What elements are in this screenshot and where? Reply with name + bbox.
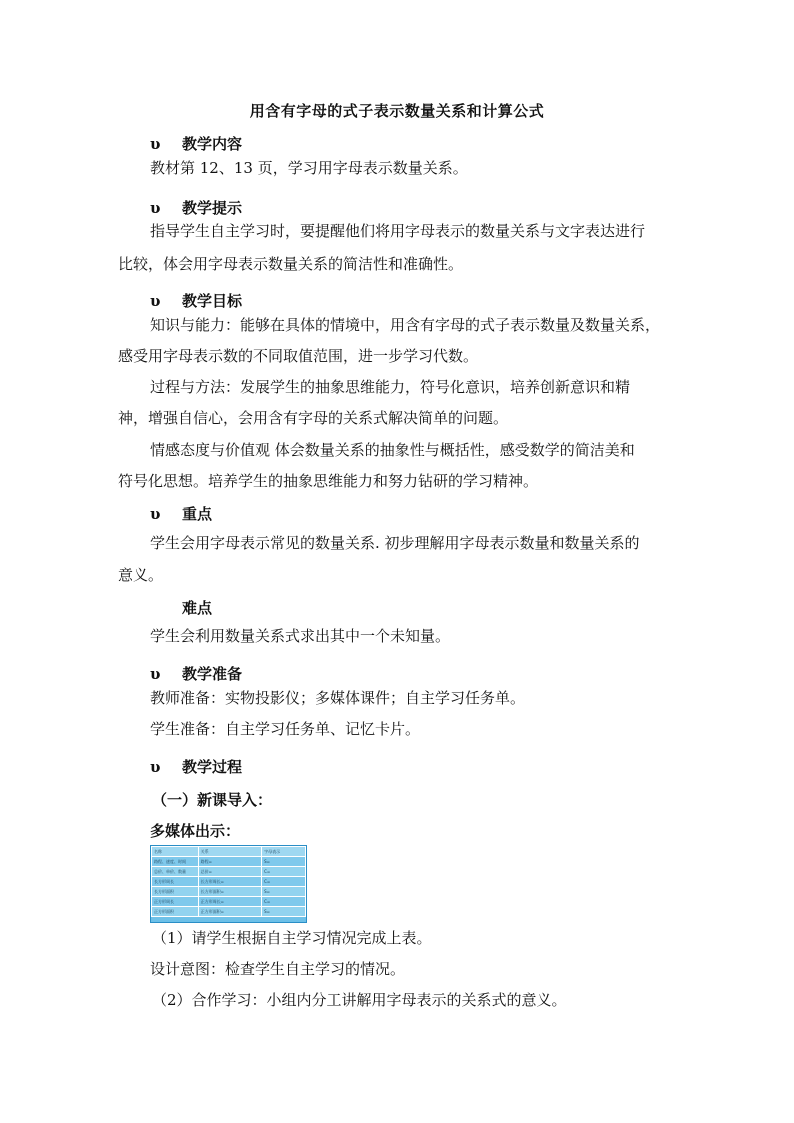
table-row — [152, 857, 306, 867]
goals-line-5: 情感态度与价值观 体会数量关系的抽象性与概括性，感受数学的简洁美和 — [150, 441, 635, 459]
bullet-glyph: υ — [150, 199, 161, 217]
bullet-glyph: υ — [150, 135, 161, 153]
table-header-cell: 名称 — [152, 847, 199, 857]
process-subheading-intro: （一）新课导入： — [152, 791, 273, 809]
goals-line-4: 神，增强自信心，会用含有字母的关系式解决简单的问题。 — [118, 409, 509, 427]
table-cell: S= — [262, 887, 306, 897]
bullet-glyph: υ — [150, 758, 161, 776]
table-cell: 正方形周长 — [152, 897, 199, 907]
table-header-row — [152, 847, 306, 857]
table-cell: C= — [262, 867, 306, 877]
prep-line-2: 学生准备：自主学习任务单、记忆卡片。 — [150, 720, 421, 738]
table-cell: 长方形面积 — [152, 887, 199, 897]
table-row — [152, 877, 306, 887]
heading-key: υ 重点 — [150, 505, 213, 523]
heading-prep: υ 教学准备 — [150, 665, 243, 683]
hint-line-2: 比较，体会用字母表示数量关系的简洁性和准确性。 — [118, 255, 464, 273]
media-table — [151, 846, 306, 917]
bullet-glyph: υ — [150, 292, 161, 310]
table-cell: 路程= — [198, 857, 261, 867]
table-cell: 正方形周长= — [198, 897, 261, 907]
process-line-3: （2）合作学习：小组内分工讲解用字母表示的关系式的意义。 — [152, 991, 567, 1009]
hint-line-1: 指导学生自主学习时，要提醒他们将用字母表示的数量关系与文字表达进行 — [150, 222, 646, 240]
process-line-1: （1）请学生根据自主学习情况完成上表。 — [152, 929, 432, 947]
heading-goals: υ 教学目标 — [150, 292, 243, 310]
goals-line-3: 过程与方法：发展学生的抽象思维能力，符号化意识，培养创新意识和精 — [150, 378, 631, 396]
difficulty-line-1: 学生会利用数量关系式求出其中一个未知量。 — [150, 627, 451, 645]
prep-line-1: 教师准备：实物投影仪；多媒体课件；自主学习任务单。 — [150, 689, 526, 707]
content-line-1: 教材第 12、13 页，学习用字母表示数量关系。 — [150, 159, 468, 177]
table-cell: 正方形面积= — [198, 907, 261, 917]
table-row — [152, 897, 306, 907]
table-cell: 长方形面积= — [198, 887, 261, 897]
heading-process: υ 教学过程 — [150, 758, 243, 776]
table-cell: S= — [262, 907, 306, 917]
process-subheading-media: 多媒体出示： — [150, 822, 241, 840]
table-cell: C= — [262, 897, 306, 907]
table-cell: 路程、速度、时间 — [152, 857, 199, 867]
table-cell: 总价= — [198, 867, 261, 877]
process-line-2: 设计意图：检查学生自主学习的情况。 — [150, 960, 406, 978]
heading-difficulty: 难点 — [182, 599, 213, 617]
table-header-cell: 字母表示 — [262, 847, 306, 857]
table-cell: 总价、单价、数量 — [152, 867, 199, 877]
heading-content: υ 教学内容 — [150, 135, 243, 153]
table-cell: C= — [262, 877, 306, 887]
table-cell: S= — [262, 857, 306, 867]
table-header-cell: 关系 — [198, 847, 261, 857]
table-row — [152, 907, 306, 917]
goals-line-6: 符号化思想。培养学生的抽象思维能力和努力钻研的学习精神。 — [118, 472, 539, 490]
key-line-2: 意义。 — [118, 566, 164, 584]
goals-line-1: 知识与能力：能够在具体的情境中，用含有字母的式子表示数量及数量关系， — [150, 316, 661, 334]
bullet-glyph: υ — [150, 505, 161, 523]
table-cell: 长方形周长= — [198, 877, 261, 887]
table-cell: 长方形周长 — [152, 877, 199, 887]
table-row — [152, 867, 306, 877]
document-title: 用含有字母的式子表示数量关系和计算公式 — [249, 102, 545, 120]
media-table-image — [150, 845, 307, 923]
table-row — [152, 887, 306, 897]
key-line-1: 学生会用字母表示常见的数量关系. 初步理解用字母表示数量和数量关系的 — [150, 534, 640, 552]
heading-hint: υ 教学提示 — [150, 199, 243, 217]
bullet-glyph: υ — [150, 665, 161, 683]
table-cell: 正方形面积 — [152, 907, 199, 917]
goals-line-2: 感受用字母表示数的不同取值范围，进一步学习代数。 — [118, 347, 479, 365]
